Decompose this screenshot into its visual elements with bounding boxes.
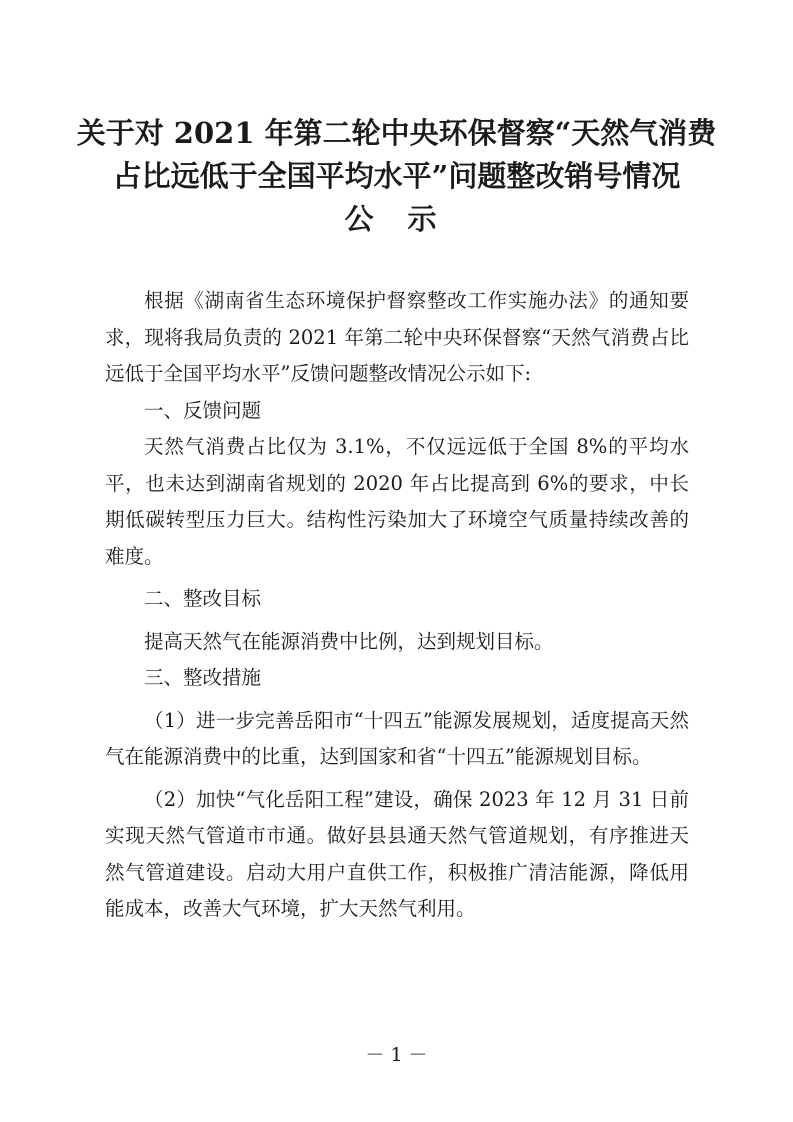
measure-item-1: （1）进一步完善岳阳市“十四五”能源发展规划，适度提高天然气在能源消费中的比重，达到国家和省“十四五”能源规划目标。 bbox=[105, 708, 689, 768]
section-heading-measures: 三、整改措施 bbox=[144, 666, 262, 689]
feedback-paragraph: 天然气消费占比仅为 3.1%，不仅远远低于全国 8%的平均水平，也未达到湖南省规划的 2020 年占比提高到 6%的要求，中长期低碳转型压力巨大。结构性污染加大了环境空气质量持续改善的难度。 bbox=[105, 435, 689, 568]
title-line-3: 公 示 bbox=[344, 202, 449, 236]
title-line-1: 关于对 2021 年第二轮中央环保督察“天然气消费 bbox=[76, 116, 717, 150]
measure-item-2: （2）加快“气化岳阳工程”建设，确保 2023 年 12 月 31 日前实现天然气管道市市通。做好县县通天然气管道规划，有序推进天然气管道建设。启动大用户直供工作，积极推广清洁能源，降低用能成本，改善大气环境，扩大天然气利用。 bbox=[105, 787, 689, 920]
section-heading-feedback: 一、反馈问题 bbox=[144, 398, 262, 422]
intro-paragraph: 根据《湖南省生态环境保护督察整改工作实施办法》的通知要求，现将我局负责的 2021 年第二轮中央环保督察“天然气消费占比远低于全国平均水平”反馈问题整改情况公示如下: bbox=[105, 289, 689, 385]
target-paragraph: 提高天然气在能源消费中比例，达到规划目标。 bbox=[144, 629, 554, 653]
section-heading-target: 二、整改目标 bbox=[144, 587, 262, 610]
title-line-2: 占比远低于全国平均水平”问题整改销号情况 bbox=[112, 159, 681, 193]
page-number: － 1 － bbox=[365, 1044, 428, 1066]
document-body bbox=[105, 283, 689, 928]
